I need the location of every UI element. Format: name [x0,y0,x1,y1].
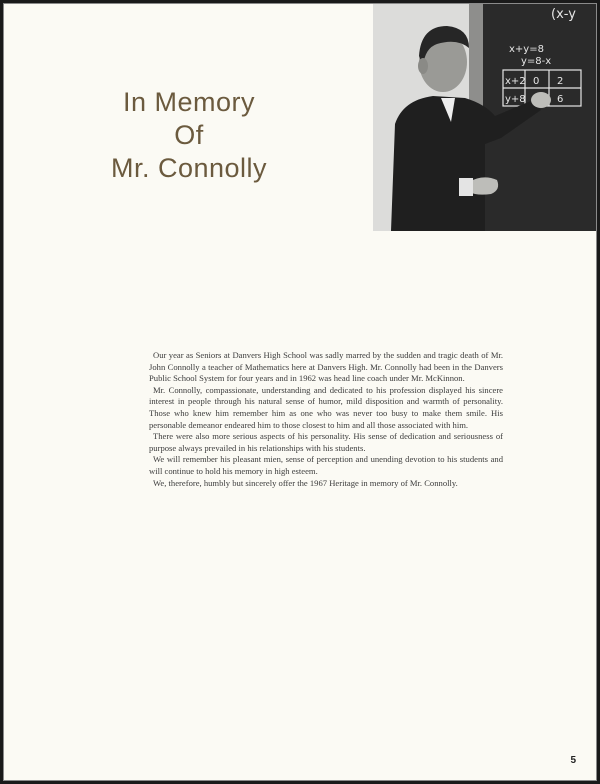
memorial-text [149,350,503,489]
title-line-1: In Memory [122,87,256,117]
teacher-photo [373,4,596,231]
title-line-2: Of [174,120,204,150]
paragraph: Our year as Seniors at Danvers High School was sadly marred by the sudden and tragic death of Mr. John Connolly a teacher of Mathematics here at Danvers High. Mr. Connolly had been in the Danvers Public School System for four years and in 1962 was head line coach under Mr. McKinnon. [149,350,503,384]
table-cell-y: y+8 [505,94,526,105]
table-cell-x0: 0 [533,76,540,87]
paragraph: Mr. Connolly, compassionate, understanding and dedicated to his profession displayed his sincere interest in people through his natural sense of humor, mild disposition and warmth of personality. Those who knew him remember him as one who was never too busy to make them smile. His personable demeanor endeared him to those closest to him and all those associated with him. [149,384,503,430]
yearbook-page [3,3,597,781]
paragraph: We, therefore, humbly but sincerely offer the 1967 Heritage in memory of Mr. Connolly. [153,477,458,488]
table-cell-y6: 6 [557,94,564,105]
board-equation-1: x+y=8 [509,44,544,55]
board-corner-text: (x-y [551,7,576,22]
table-cell-x: x+2 [505,76,526,87]
paragraph: We will remember his pleasant mien, sense of perception and unending devotion to his students and will continue to hold his memory in high esteem. [149,454,503,476]
paragraph: There were also more serious aspects of his personality. His sense of dedication and seriousness of purpose always prevailed in his relationships with his students. [149,431,503,453]
page-number: 5 [570,755,576,766]
title-line-3: Mr. Connolly [110,153,268,183]
board-equation-2: y=8-x [521,56,552,67]
table-cell-x2: 2 [557,76,564,87]
teacher-photo-illustration [373,4,596,231]
memorial-title [94,86,284,185]
